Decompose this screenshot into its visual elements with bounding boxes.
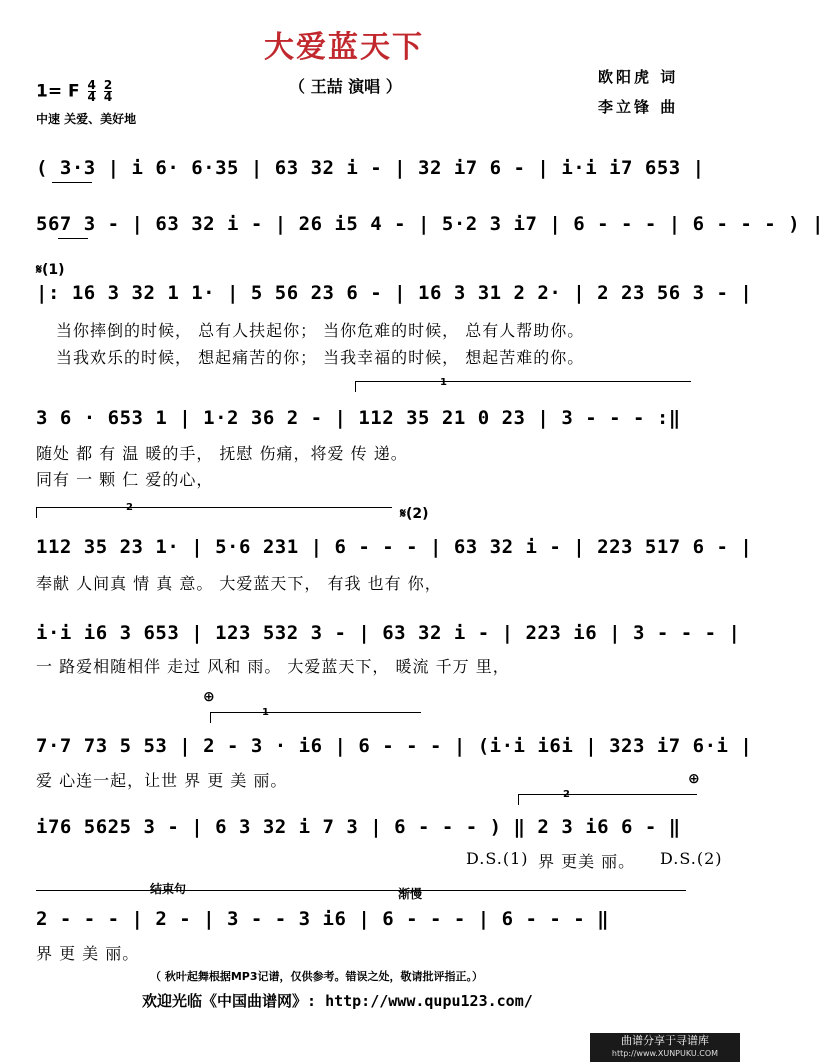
lyric-row-3-verse-2: 当我欢乐的时候， 想起痛苦的你； 当我幸福的时候， 想起苦难的你。 <box>56 348 585 367</box>
key-signature <box>36 80 112 103</box>
lyric-row-9: 界 更 美 丽。 <box>36 944 140 963</box>
watermark-badge <box>590 1033 740 1062</box>
score-row-1: ( 3·3 | i 6· 6·35 | 63 32 i - | 32 i7 6 - | i·i i7 653 | <box>36 157 705 179</box>
watermark-url: http://www.XUNPUKU.COM <box>611 1049 719 1058</box>
underline-bar <box>52 182 92 183</box>
coda-sign: ⊕ <box>688 771 700 787</box>
segno-2-marker: 𝄋(2) <box>400 506 429 522</box>
score-row-8: i76 5625 3 - | 6 3 32 i 7 3 | 6 - - - ) ‖ 2 3 i6 6 - ‖ <box>36 816 681 838</box>
song-title: 大爱蓝天下 <box>264 30 424 65</box>
volta-bracket-1 <box>210 712 421 723</box>
score-row-5: 112 35 23 1· | 5·6 231 | 6 - - - | 63 32 i - | 223 517 6 - | <box>36 536 753 558</box>
ending-label: 结束句 <box>150 882 187 896</box>
volta-label: 2 <box>126 502 133 513</box>
lyric-row-5: 奉献 人间真 情 真 意。 大爱蓝天下， 有我 也有 你， <box>36 574 442 593</box>
lyric-row-7: 爱 心连一起，让世 界 更 美 丽。 <box>36 771 288 790</box>
underline-bar <box>58 238 88 239</box>
watermark-text: 曲谱分享于寻谱库 <box>621 1034 709 1047</box>
ending-bracket <box>36 890 686 901</box>
lyric-row-6: 一 路爱相随相伴 走过 风和 雨。 大爱蓝天下， 暖流 千万 里， <box>36 657 510 676</box>
volta-label: 1 <box>440 377 447 388</box>
ds2-marker: D.S.(2) <box>660 849 723 868</box>
composer-credit: 李立锋 曲 <box>598 98 679 116</box>
lyric-row-4-verse-1: 随处 都 有 温 暖的手， 抚慰 伤痛，将爱 传 递。 <box>36 444 408 463</box>
ritardando-label: 渐慢 <box>398 887 423 901</box>
lyricist-credit: 欧阳虎 词 <box>598 68 679 86</box>
key-label: 1= F <box>36 81 80 102</box>
time-signature-1: $\frac{4}{4}$ <box>87 78 96 104</box>
coda-sign: ⊕ <box>203 689 215 705</box>
time-signature-2: $\frac{2}{4}$ <box>103 78 113 104</box>
volta-bracket-2 <box>36 507 392 518</box>
score-row-7: 7·7 73 5 53 | 2 - 3 · i6 | 6 - - - | (i·i i6i | 323 i7 6·i | <box>36 735 753 757</box>
score-row-9: 2 - - - | 2 - | 3 - - 3 i6 | 6 - - - | 6 - - - ‖ <box>36 908 610 930</box>
volta-label: 2 <box>563 789 570 800</box>
singer-credit: （ 王喆 演唱 ） <box>289 77 402 96</box>
volta-bracket-1 <box>355 381 691 392</box>
tempo-marking: 中速 关爱、美好地 <box>36 112 137 126</box>
volta-bracket-2 <box>518 794 697 805</box>
lyric-row-3-verse-1: 当你摔倒的时候， 总有人扶起你； 当你危难的时候， 总有人帮助你。 <box>56 321 585 340</box>
website-credit: 欢迎光临《中国曲谱网》: http://www.qupu123.com/ <box>142 992 533 1010</box>
ds1-marker: D.S.(1) <box>466 849 529 868</box>
volta-label: 1 <box>262 707 269 718</box>
score-row-2: 567 3 - | 63 32 i - | 26 i5 4 - | 5·2 3 i7 | 6 - - - | 6 - - - ) | <box>36 213 824 235</box>
lyric-row-8: 界 更美 丽。 <box>538 852 636 871</box>
score-row-3: |: 16 3 32 1 1· | 5 56 23 6 - | 16 3 31 2 2· | 2 23 56 3 - | <box>36 282 753 304</box>
transcription-note: （ 秋叶起舞根据MP3记谱，仅供参考。错误之处，敬请批评指正。） <box>150 970 483 983</box>
lyric-row-4-verse-2: 同有 一 颗 仁 爱的心， <box>36 470 214 489</box>
segno-1-marker: 𝄋(1) <box>36 262 65 278</box>
score-row-6: i·i i6 3 653 | 123 532 3 - | 63 32 i - | 223 i6 | 3 - - - | <box>36 622 741 644</box>
score-row-4: 3 6 · 653 1 | 1·2 36 2 - | 112 35 21 0 23 | 3 - - - :‖ <box>36 407 681 429</box>
